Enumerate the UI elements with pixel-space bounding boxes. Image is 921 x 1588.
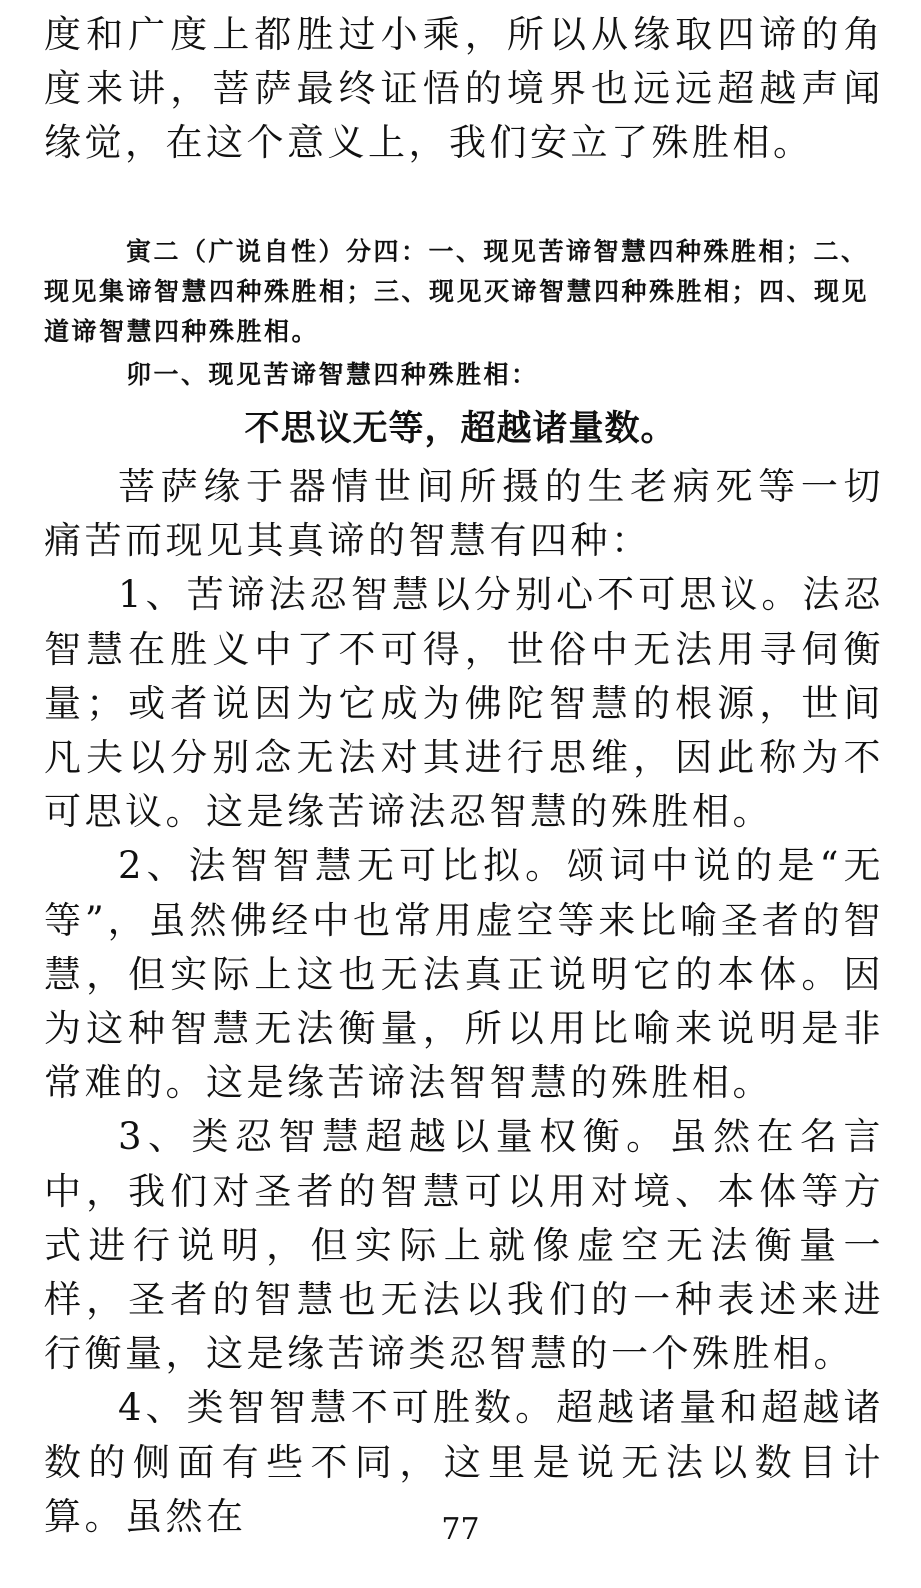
sub-heading: 卯一、现见苦谛智慧四种殊胜相： (126, 360, 539, 389)
continued-paragraph: 度和广度上都胜过小乘，所以从缘取四谛的角度来讲，菩萨最终证悟的境界也远远超越声闻缘觉，在这个意义上，我们安立了殊胜相。 (44, 13, 884, 165)
sub-heading-block (44, 355, 884, 395)
page-number: 77 (441, 1512, 480, 1547)
intro-paragraph: 菩萨缘于器情世间所摄的生老病死等一切痛苦而现见其真谛的智慧有四种： (44, 465, 884, 563)
item-2-paragraph: 2、法智智慧无可比拟。颂词中说的是“无等”，虽然佛经中也常用虚空等来比喻圣者的智慧，但实际上这也无法真正说明它的本体。因为这种智慧无法衡量，所以用比喻来说明是非常难的。这是缘苦谛法智智慧的殊胜相。 (44, 844, 884, 1105)
body-text (44, 460, 884, 1544)
verse-line: 不思议无等，超越诸量数。 (244, 409, 677, 449)
outline-heading: 寅二（广说自性）分四：一、现见苦谛智慧四种殊胜相；二、现见集谛智慧四种殊胜相；三、现见灭谛智慧四种殊胜相；四、现见道谛智慧四种殊胜相。 (44, 237, 870, 346)
item-4-paragraph: 4、类智智慧不可胜数。超越诸量和超越诸数的侧面有些不同，这里是说无法以数目计算。虽然在 (44, 1386, 884, 1538)
top-paragraph-block (44, 8, 884, 171)
item-1-paragraph: 1、苦谛法忍智慧以分别心不可思议。法忍智慧在胜义中了不可得，世俗中无法用寻伺衡量；或者说因为它成为佛陀智慧的根源，世间凡夫以分别念无法对其进行思维，因此称为不可思议。这是缘苦谛法忍智慧的殊胜相。 (44, 573, 884, 834)
outline-heading-block (44, 232, 884, 352)
item-3-paragraph: 3、类忍智慧超越以量权衡。虽然在名言中，我们对圣者的智慧可以用对境、本体等方式进行说明，但实际上就像虚空无法衡量一样，圣者的智慧也无法以我们的一种表述来进行衡量，这是缘苦谛类忍智慧的一个殊胜相。 (44, 1115, 884, 1376)
